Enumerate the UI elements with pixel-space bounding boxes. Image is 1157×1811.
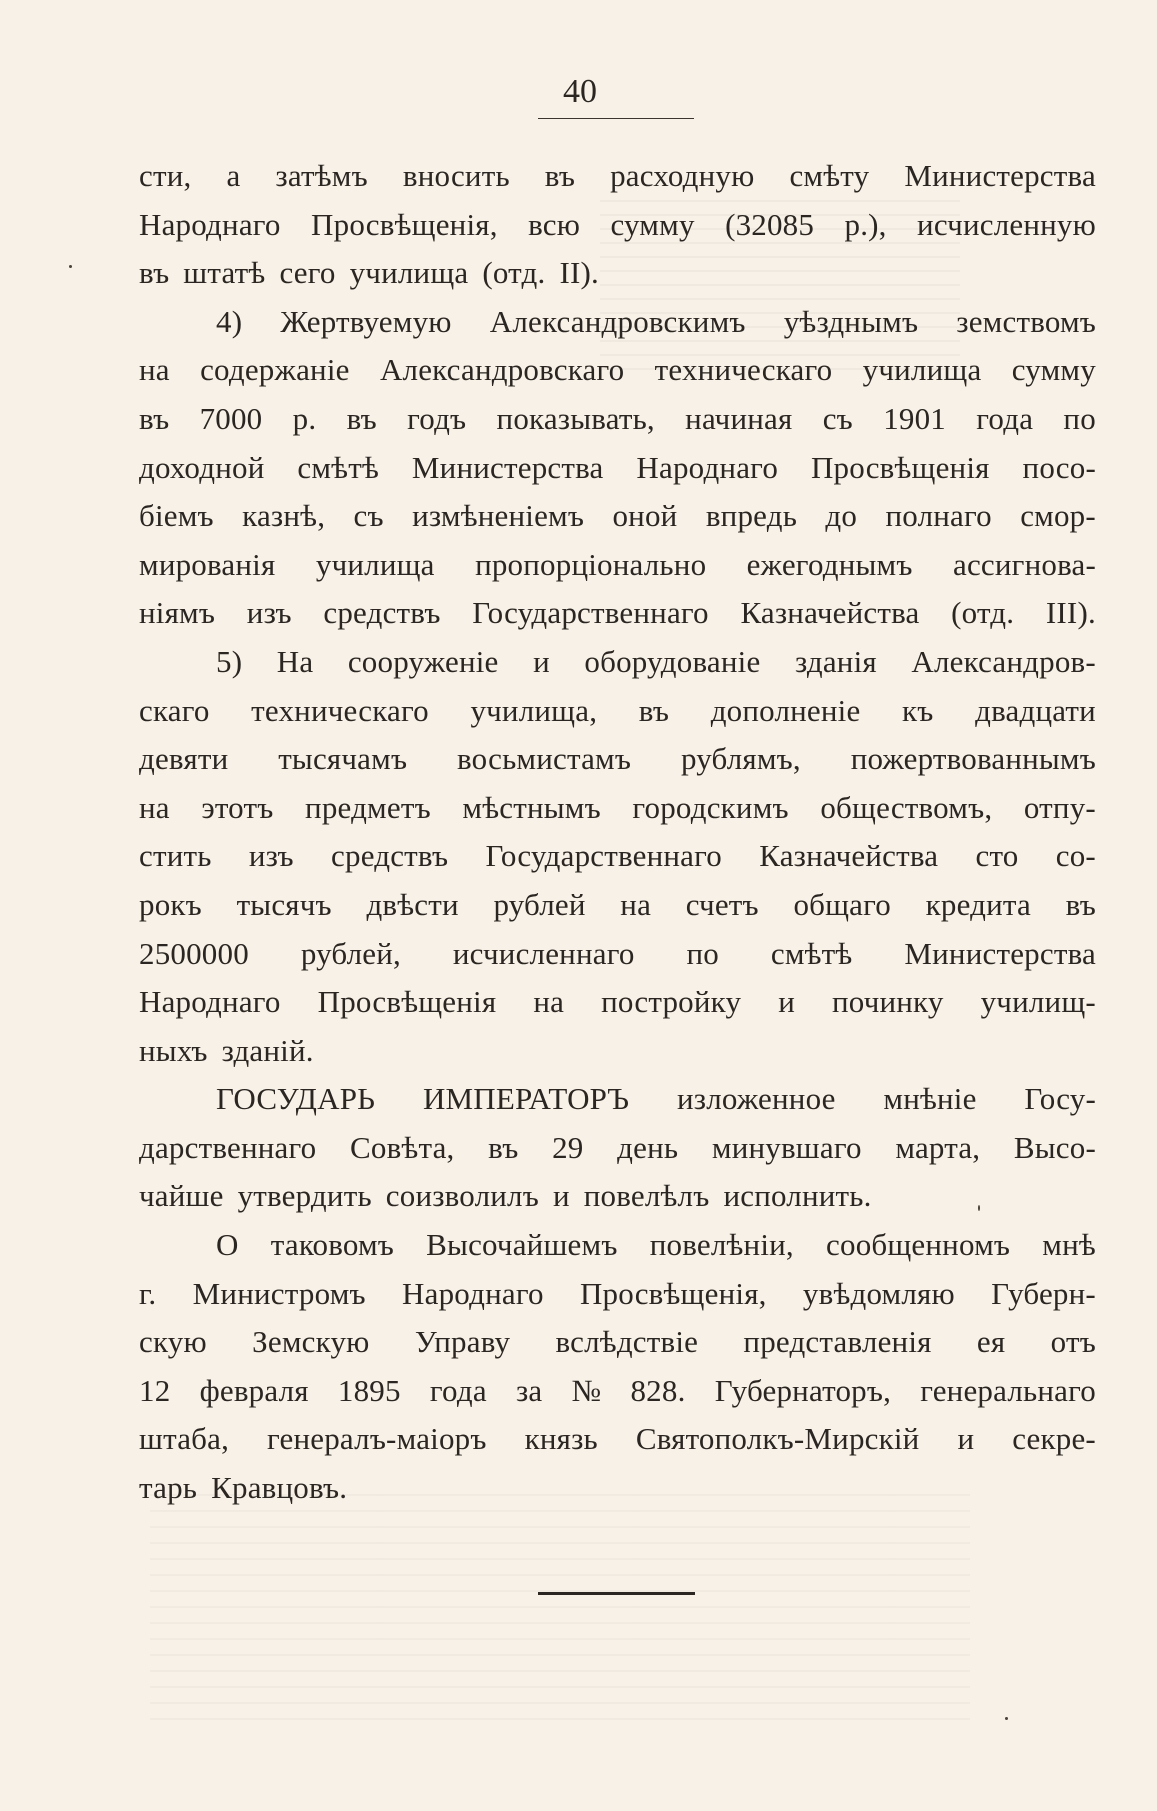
word: изъ [246, 595, 292, 631]
word: Земскую [252, 1324, 370, 1360]
word: генеральнаго [920, 1372, 1096, 1408]
word: земствомъ [956, 303, 1096, 339]
word: ея [976, 1324, 1006, 1360]
text-line [139, 1464, 1096, 1513]
word: и [957, 1421, 975, 1457]
word: Александров- [911, 643, 1096, 679]
word: Просвѣщенія, [311, 206, 498, 242]
word: О [216, 1227, 239, 1263]
word: день [617, 1129, 679, 1165]
text-line [139, 298, 1096, 347]
word: изъ [248, 838, 294, 874]
word: оборудованіе [584, 643, 761, 679]
word: училища [315, 546, 435, 582]
word: смор- [1020, 498, 1096, 534]
text-line [139, 784, 1096, 833]
word: въ [544, 158, 576, 193]
word: въ [346, 400, 377, 436]
word: На [276, 643, 314, 679]
word: біемъ [139, 498, 214, 534]
word: счетъ [685, 886, 759, 922]
word: содержаніе [200, 352, 350, 388]
word: расходную [610, 158, 755, 193]
word: исчисленнаго [452, 935, 635, 971]
word: рублямъ, [680, 741, 801, 777]
word: пропорціонально [475, 546, 707, 582]
word: тысячамъ [278, 741, 408, 777]
word: Казначейства [759, 838, 939, 874]
word: Народнаго [139, 206, 281, 242]
word: Совѣта, [350, 1129, 455, 1165]
word: мнѣ [1042, 1227, 1096, 1263]
word: вносить [402, 158, 510, 193]
word: Губерн- [991, 1275, 1096, 1311]
word: Святополкъ-Мирскій [635, 1421, 920, 1457]
word: Александровскимъ [489, 303, 746, 339]
word: февраля [199, 1372, 309, 1408]
word: сооруженіе [347, 643, 499, 679]
word: Госу- [1024, 1081, 1096, 1117]
word: Просвѣщенія, [579, 1275, 767, 1311]
word: утвердить [237, 1178, 372, 1214]
word: средствъ [331, 838, 449, 874]
text-line [139, 1027, 1096, 1076]
word: пожертвованнымъ [850, 741, 1096, 777]
word: затѣмъ [275, 158, 368, 193]
word: Государственнаго [472, 595, 709, 631]
word: Народнаго [139, 984, 281, 1020]
word: рублей [493, 886, 586, 922]
word: Министерства [904, 158, 1096, 193]
word: на [620, 886, 652, 922]
word: мированія [139, 546, 276, 582]
word: сообщенномъ [826, 1227, 1011, 1263]
word: училищ- [980, 984, 1096, 1020]
word: Высочайшемъ [426, 1227, 618, 1263]
word: на [139, 352, 170, 388]
word: техническаго [654, 352, 833, 388]
text-line [139, 1221, 1096, 1270]
text-line [139, 1415, 1096, 1464]
text-line [139, 735, 1096, 784]
show-through-texture [150, 1490, 970, 1720]
word: по [1063, 400, 1096, 436]
word: годъ [407, 400, 467, 436]
word: ніямъ [139, 595, 216, 631]
word: къ [902, 692, 934, 728]
word: съ [353, 498, 384, 534]
word: двѣсти [366, 886, 459, 922]
word: въ [139, 400, 170, 436]
word: восьмистамъ [457, 741, 632, 777]
word: секре- [1012, 1421, 1096, 1457]
word: до [825, 498, 858, 534]
word: ГОСУДАРЬ [216, 1081, 376, 1117]
word: ассигнова- [953, 546, 1096, 582]
word: показывать, [496, 400, 655, 436]
word: тарь [139, 1470, 198, 1506]
word: уѣзднымъ [783, 303, 919, 339]
word: доходной [139, 449, 265, 485]
word: въ [638, 692, 670, 728]
text-line [139, 978, 1096, 1027]
word: по [686, 935, 719, 971]
text-line [139, 1172, 1096, 1221]
word: (отд. [951, 595, 1015, 631]
word: полнаго [885, 498, 992, 534]
text-line [139, 1318, 1096, 1367]
ink-speck [978, 1205, 980, 1211]
word: и [533, 643, 550, 679]
word: 7000 [199, 400, 263, 436]
word: (отд. [482, 255, 546, 291]
word: кредита [925, 886, 1031, 922]
word: въ [139, 255, 170, 291]
word: Просвѣщенія [810, 449, 990, 485]
word: на [139, 789, 170, 825]
word: дополненіе [710, 692, 861, 728]
word: смѣту [789, 158, 870, 193]
ink-speck [1005, 1717, 1008, 1720]
text-line [139, 1075, 1096, 1124]
word: Александровскаго [379, 352, 625, 388]
word: сти, [139, 158, 192, 193]
word: 1895 [337, 1372, 401, 1408]
ink-speck [69, 265, 72, 268]
text-line [139, 1270, 1096, 1319]
word: и [778, 984, 795, 1020]
word: года [976, 400, 1034, 436]
word: всю [528, 206, 581, 242]
word: а [226, 158, 241, 193]
word: Министерства [411, 449, 604, 485]
word: Государственнаго [485, 838, 722, 874]
word: представленія [743, 1324, 932, 1360]
word: сего [279, 255, 336, 291]
word: 4) [216, 303, 243, 339]
word: чайше [139, 1178, 224, 1214]
word: на [533, 984, 565, 1020]
word: Народнаго [402, 1275, 544, 1311]
text-line [139, 249, 1096, 298]
word: съ [822, 400, 853, 436]
word: сто [975, 838, 1019, 874]
word: и [552, 1178, 570, 1214]
text-line [139, 687, 1096, 736]
page-number: 40 [563, 73, 597, 110]
word: двадцати [975, 692, 1096, 728]
word: училища [862, 352, 982, 388]
word: училища, [470, 692, 598, 728]
word: Кравцовъ. [211, 1470, 348, 1506]
word: мѣстнымъ [462, 789, 601, 825]
word: генералъ-маіоръ [267, 1421, 487, 1457]
word: года [429, 1372, 487, 1408]
text-line [139, 541, 1096, 590]
word: Управу [414, 1324, 511, 1360]
word: смѣтѣ [770, 935, 853, 971]
word: починку [832, 984, 944, 1020]
word: увѣдомляю [802, 1275, 955, 1311]
word: исчисленную [917, 206, 1096, 242]
word: этотъ [201, 789, 274, 825]
word: 828. [630, 1372, 686, 1408]
text-line [139, 638, 1096, 687]
word: за [515, 1372, 543, 1408]
word: девяти [139, 741, 229, 777]
text-line [139, 395, 1096, 444]
word: скую [139, 1324, 207, 1360]
word: отъ [1050, 1324, 1096, 1360]
word: III). [1045, 595, 1096, 631]
text-line [139, 1367, 1096, 1416]
word: № [571, 1372, 602, 1408]
word: впредь [705, 498, 798, 534]
word: предметъ [305, 789, 431, 825]
word: посо- [1022, 449, 1096, 485]
word: Министерства [904, 935, 1096, 971]
word: въ [488, 1129, 519, 1165]
text-line [139, 589, 1096, 638]
word: ежегоднымъ [746, 546, 913, 582]
word: исполнить. [723, 1178, 872, 1214]
word: городскимъ [632, 789, 789, 825]
word: Губернаторъ, [714, 1372, 892, 1408]
word: мнѣніе [883, 1081, 977, 1117]
word: Жертвуемую [280, 303, 452, 339]
text-line [139, 444, 1096, 493]
word: обществомъ, [820, 789, 993, 825]
word: рокъ [139, 886, 202, 922]
word: отпу- [1023, 789, 1096, 825]
word: сумму [610, 206, 695, 242]
word: минувшаго [711, 1129, 862, 1165]
word: училища [349, 255, 469, 291]
text-line [139, 832, 1096, 881]
word: смѣтѣ [297, 449, 379, 485]
text-line [139, 881, 1096, 930]
word: рублей, [300, 935, 401, 971]
text-line [139, 930, 1096, 979]
word: II). [559, 255, 599, 291]
word: общаго [793, 886, 891, 922]
word: штатѣ [183, 255, 266, 291]
word: тысячъ [236, 886, 332, 922]
word: ИМПЕРАТОРЪ [422, 1081, 630, 1117]
word: 1901 [883, 400, 946, 436]
word: оной [612, 498, 678, 534]
text-line [139, 492, 1096, 541]
word: (32085 [725, 206, 815, 242]
word: г. [139, 1275, 157, 1311]
word: изложенное [676, 1081, 836, 1117]
word: вслѣдствіе [555, 1324, 699, 1360]
word: соизволилъ [385, 1178, 539, 1214]
body-text [139, 152, 1096, 1513]
word: со- [1055, 838, 1096, 874]
word: постройку [601, 984, 742, 1020]
text-line [139, 1124, 1096, 1173]
end-rule [538, 1592, 695, 1595]
word: средствъ [323, 595, 441, 631]
word: р. [292, 400, 317, 436]
word: ныхъ [139, 1032, 208, 1068]
word: зданія [794, 643, 877, 679]
word: Министромъ [192, 1275, 366, 1311]
word: таковомъ [270, 1227, 395, 1263]
word: Высо- [1013, 1129, 1096, 1165]
word: въ [1065, 886, 1096, 922]
word: князь [524, 1421, 598, 1457]
word: 5) [216, 643, 243, 679]
word: 2500000 [139, 935, 249, 971]
text-line [139, 346, 1096, 395]
word: Народнаго [636, 449, 779, 485]
word: повелѣніи, [649, 1227, 794, 1263]
word: Казначейства [740, 595, 920, 631]
word: штаба, [139, 1421, 230, 1457]
word: дарственнаго [139, 1129, 317, 1165]
word: 29 [552, 1129, 584, 1165]
word: повелѣлъ [583, 1178, 710, 1214]
word: стить [139, 838, 212, 874]
word: измѣненіемъ [412, 498, 585, 534]
text-line [139, 201, 1096, 250]
word: скаго [139, 692, 210, 728]
word: Просвѣщенія [317, 984, 497, 1020]
word: начиная [685, 400, 793, 436]
text-line [139, 152, 1096, 201]
word: марта, [895, 1129, 981, 1165]
word: техническаго [251, 692, 429, 728]
word: сумму [1011, 352, 1096, 388]
word: казнѣ, [242, 498, 326, 534]
word: р.), [844, 206, 887, 242]
header-rule [538, 118, 694, 119]
word: 12 [139, 1372, 171, 1408]
word: зданій. [221, 1032, 314, 1068]
